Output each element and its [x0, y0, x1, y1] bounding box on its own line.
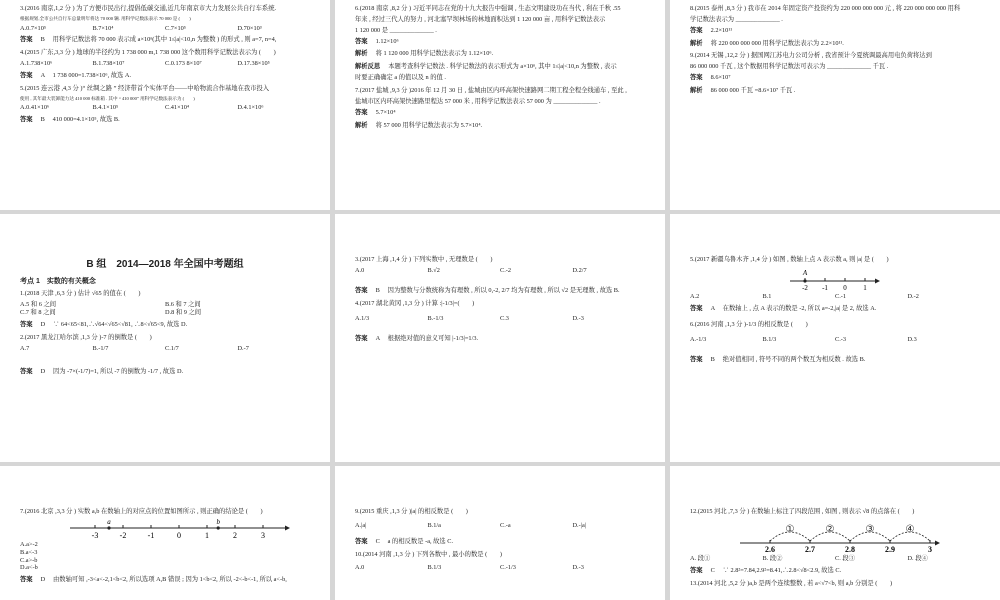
page-5 [335, 214, 665, 462]
option: A.0 [355, 266, 365, 274]
point-label: b [216, 518, 220, 526]
question-8: 8.(2015 泰州 ,8,3 分 ) 我市在 2014 年固定资产投资约为 220 000 000 000 元 , 将 220 000 000 000 用科 [690, 5, 961, 12]
question-10-options [355, 564, 645, 572]
option: C.7 和 8 之间 [20, 308, 56, 316]
option: A.2 [690, 292, 700, 300]
option: C.a>-b [20, 556, 38, 564]
answer-2: 答案 D 因为 -7×(-1/7)=1, 所以 -7 的倒数为 -1/7 , 故选 D. [20, 368, 184, 376]
answer-6: 答案 1.12×10⁶ [355, 37, 399, 45]
tick-label: -2 [119, 530, 127, 540]
question-4-options [355, 315, 645, 323]
page-9 [670, 466, 1000, 600]
answer-4: 答案 A 根据绝对值的意义可知 |-1/3|=1/3. [355, 335, 479, 343]
option: B.1/3 [427, 564, 442, 572]
option: D.a<-b [20, 564, 38, 572]
answer-8: 答案 2.2×10¹¹ [690, 26, 733, 34]
question-5-sub: 使用 , 其年最大装卸能力达 410 000 标准箱 . 其中 “ 410 000” 用科学记数法表示为 ( ) [20, 95, 195, 101]
option: C.7×10⁵ [165, 24, 186, 32]
tick-label: 2 [233, 530, 237, 540]
point-label: a [107, 518, 111, 526]
question-5: 5.(2015 连云港 ,4,3 分 )“ 丝绸之路 ” 经济带首个实体平台——中哈物流合作基地在我市投入 [20, 84, 270, 92]
option: B.1/3 [762, 336, 777, 344]
question-2-options [20, 345, 310, 353]
answer-12: 答案 C ∵ 2.8²=7.84,2.9²=8.41,∴2.8<√8<2.9, 故选 C. [690, 566, 842, 574]
option: C.3 [500, 315, 509, 323]
question-1-options [20, 301, 310, 317]
answer-3: 答案 B 因为整数与分数统称为有理数 , 所以 0,-2, 2/7 均为有理数 , 所以 √2 是无理数 , 故选 B. [355, 286, 620, 294]
option: D. 段④ [907, 554, 928, 562]
option: D.2/7 [572, 266, 587, 274]
option: B.a<-3 [20, 548, 38, 556]
option: C.-2 [500, 266, 512, 274]
answer-3: 答案 B 用科学记数法将 70 000 表示成 a×10ⁿ(其中 1≤|a|<10,n 为整数 ) 的形式 , 则 a=7, n=4, [20, 36, 277, 44]
page-6 [670, 214, 1000, 462]
tick-label: 0 [843, 283, 847, 292]
option: D.70×10³ [237, 24, 262, 32]
option: C. 段③ [835, 554, 855, 562]
page-1 [0, 0, 330, 210]
question-3-options [20, 25, 310, 33]
tick-label: 2.8 [845, 544, 855, 554]
answer-9: 答案 8.6×10⁷ [690, 74, 731, 82]
reflection-6-cont: 时要正确确定 a 的值以及 n 的值 . [355, 74, 446, 82]
option: B.√2 [427, 266, 440, 274]
option: A.-1/3 [690, 336, 707, 344]
option: D.4.1×10⁶ [237, 104, 264, 112]
option: D.17.38×10⁵ [237, 60, 270, 68]
question-7-sub: 盐城市区内环高架快速路里程达 57 000 米 , 用科学记数法表示 57 000 为 ______________ . [355, 97, 601, 105]
option: D.3 [907, 336, 917, 344]
question-7: 7.(2017 盐城 ,9,3 分 )2016 年 12 月 30 日 , 盐城由区内环高架快速路网二期工程全程全线通车 , 至此 , [355, 87, 627, 95]
option: A.a>-2 [20, 540, 38, 548]
option: D.-3 [572, 564, 584, 572]
tick-label: 1 [205, 530, 209, 540]
page-8 [335, 466, 665, 600]
tick-label: 3 [928, 544, 932, 554]
answer-1: 答案 D ∵ 64<65<81,∴√64<√65<√81, ∴8<√65<9, 故选 D. [20, 320, 188, 328]
option: A.5 和 6 之间 [20, 301, 57, 309]
segment-label: ② [825, 523, 835, 535]
question-9-options [355, 522, 645, 530]
answer-7: 答案 5.7×10⁴ [355, 108, 396, 116]
page-2 [335, 0, 665, 210]
point-label: A [802, 268, 808, 277]
page-3 [670, 0, 1000, 210]
number-line-figure [690, 267, 980, 293]
answer-5: 答案 A 在数轴上 , 点 A 表示的数是 -2, 所以 a=-2,|a| 是 2, 故选 A. [690, 304, 877, 312]
analysis-9: 解析 86 000 000 千瓦 =8.6×10⁷ 千瓦 . [690, 87, 796, 95]
question-8-sub: 学记数法表示为 ______________ . [690, 15, 783, 23]
question-6-sub2: 1 120 000 是 ______________ . [355, 26, 437, 34]
answer-9: 答案 C a 的相反数是 -a, 故选 C. [355, 537, 454, 545]
answer-7: 答案 D 由数轴可知 ,-3<a<-2,1<b<2, 所以选项 A,B 错误 ; 因为 1<b<2, 所以 -2<-b<-1, 所以 a<-b, [20, 576, 287, 584]
option: A.|a| [355, 521, 367, 529]
question-9-sub: 86 000 000 千瓦 , 这个数据用科学记数法可表示为 ______________ 千瓦 . [690, 63, 889, 71]
option: D.-7 [237, 344, 249, 352]
page-4 [0, 214, 330, 462]
option: B.6 和 7 之间 [165, 301, 201, 309]
option: A.1/3 [355, 315, 370, 323]
analysis-6: 解析 将 1 120 000 用科学记数法表示为 1.12×10⁶. [355, 50, 494, 58]
question-2: 2.(2017 黑龙江哈尔滨 ,1,3 分 )-7 的倒数是 ( ) [20, 333, 152, 341]
option: D.-2 [907, 292, 919, 300]
option: C.-1/3 [500, 564, 516, 572]
analysis-7: 解析 将 57 000 用科学记数法表示为 5.7×10⁴. [355, 121, 483, 129]
number-line-figure [20, 519, 310, 541]
segment-label: ① [785, 523, 795, 535]
answer-5: 答案 B 410 000=4.1×10⁵, 故选 B. [20, 116, 120, 124]
answer-4: 答案 A 1 738 000=1.738×10⁶, 故选 A. [20, 72, 132, 80]
option: A.0 [355, 564, 365, 572]
analysis-8: 解析 将 220 000 000 000 用科学记数法表示为 2.2×10¹¹. [690, 39, 844, 47]
number-line-figure [690, 519, 980, 555]
question-3: 3.(2017 上海 ,1,4 分 ) 下列实数中 , 无理数是 ( ) [355, 256, 493, 263]
question-13: 13.(2014 河北 ,5,2 分 )a,b 是两个连续整数 , 若 a<√7<b, 则 a,b 分别是 ( ) [690, 579, 893, 587]
option: B.7×10⁴ [92, 24, 114, 32]
option: C.1/7 [165, 344, 179, 352]
question-3-sub: 根据规划,全市公共自行车总量明年将达 70 000 辆. 用科学记数法表示 70 000 是 ( ) [20, 15, 191, 21]
option: B.1/a [427, 521, 441, 529]
question-7: 7.(2016 北京 ,3,3 分 ) 实数 a,b 在数轴上的对应点的位置如图所示 , 则正确的结论是 ( ) [20, 508, 263, 515]
point-marker [107, 526, 110, 529]
page-7 [0, 466, 330, 600]
question-6: 6.(2018 南京 ,8,2 分 ) 习近平同志在党的十九大报告中强调 , 生态文明建设功在当代 , 利在千秋 .55 [355, 5, 621, 12]
question-10: 10.(2014 河南 ,1,3 分 ) 下列各数中 , 最小的数是 ( ) [355, 550, 502, 558]
tick-label: 3 [261, 530, 265, 540]
section-title: B 组 2014—2018 年全国中考题组 [86, 259, 244, 270]
option: C.-a [500, 521, 511, 529]
reflection-6: 解析反思 本题考查科学记数法 . 科学记数法的表示形式为 a×10ⁿ, 其中 1≤|a|<10,n 为整数 , 表示 [355, 63, 617, 71]
tick-label: 2.6 [765, 544, 775, 554]
question-6-options [690, 336, 980, 344]
question-3: 3.(2016 南京,1,2 分 ) 为了方便市民出行,提倡低碳交通,近几年南京市大力发展公共自行车系统. [20, 5, 277, 12]
option: B.1 [762, 292, 772, 300]
segment-label: ④ [905, 523, 915, 535]
option: A.7 [20, 344, 30, 352]
question-4-options [20, 60, 310, 68]
question-12-options [690, 555, 980, 563]
option: C.-3 [835, 336, 847, 344]
tick-label: 2.7 [805, 544, 815, 554]
option: C.-1 [835, 292, 847, 300]
option: A.0.41×10⁶ [20, 104, 50, 112]
point-marker [217, 526, 220, 529]
tick-label: -1 [147, 530, 155, 540]
question-12: 12.(2015 河北 ,7,3 分 ) 在数轴上标注了四段范围 , 如图 , 则表示 √8 的点落在 ( ) [690, 508, 915, 515]
question-4: 4.(2015 广东,3,3 分 ) 地球的半径约为 1 738 000 m,1 738 000 这个数用科学记数法表示为 ( ) [20, 49, 276, 57]
question-9: 9.(2015 重庆 ,1,3 分 )|a| 的相反数是 ( ) [355, 508, 468, 515]
point-marker [803, 279, 806, 282]
tick-label: 2.9 [885, 544, 895, 554]
question-4: 4.(2017 湖北黄冈 ,1,3 分 ) 计算 :|-1/3|=( ) [355, 299, 475, 307]
tick-label: -2 [802, 283, 808, 292]
segment-label: ③ [865, 523, 875, 535]
question-7-options [20, 541, 310, 572]
question-6: 6.(2016 河南 ,1,3 分 )-1/3 的相反数是 ( ) [690, 320, 808, 328]
option: B.4.1×10⁵ [92, 104, 119, 112]
question-5-options [20, 104, 310, 112]
option: C.41×10⁴ [165, 104, 190, 112]
option: B.-1/7 [92, 344, 109, 352]
tick-label: -1 [822, 283, 828, 292]
option: A. 段① [690, 554, 711, 562]
key-point-heading: 考点 1 实数的有关概念 [20, 277, 96, 285]
option: D.-|a| [572, 521, 587, 529]
option: A.1.738×10⁶ [20, 60, 53, 68]
option: D.8 和 9 之间 [165, 308, 202, 316]
question-1: 1.(2018 天津 ,6,3 分 ) 估计 √65 的值在 ( ) [20, 290, 141, 298]
option: B.1.738×10⁷ [92, 60, 125, 68]
option: C.0.173 8×10⁷ [165, 60, 202, 68]
question-9: 9.(2014 无锡 ,12,2 分 ) 据国网江苏电力公司分析 , 我省预计今夏统调最高用电负荷将达到 [690, 52, 932, 60]
question-5-options [690, 293, 980, 301]
tick-label: 0 [177, 530, 181, 540]
question-6-sub: 年来 , 经过三代人的努力 , 河北塞罕坝林场的林地面积达到 1 120 000 亩 , 用科学记数法表示 [355, 15, 606, 23]
tick-label: 1 [863, 283, 867, 292]
option: B. 段② [762, 554, 783, 562]
question-5: 5.(2017 新疆乌鲁木齐 ,1,4 分 ) 如图 , 数轴上点 A 表示数 a, 则 |a| 是 ( ) [690, 256, 889, 263]
tick-label: -3 [91, 530, 99, 540]
option: A.0.7×10⁵ [20, 24, 47, 32]
question-3-options [355, 267, 645, 275]
option: B.-1/3 [427, 315, 444, 323]
answer-6: 答案 B 绝对值相同 , 符号不同的两个数互为相反数 . 故选 B. [690, 356, 866, 364]
option: D.-3 [572, 315, 584, 323]
